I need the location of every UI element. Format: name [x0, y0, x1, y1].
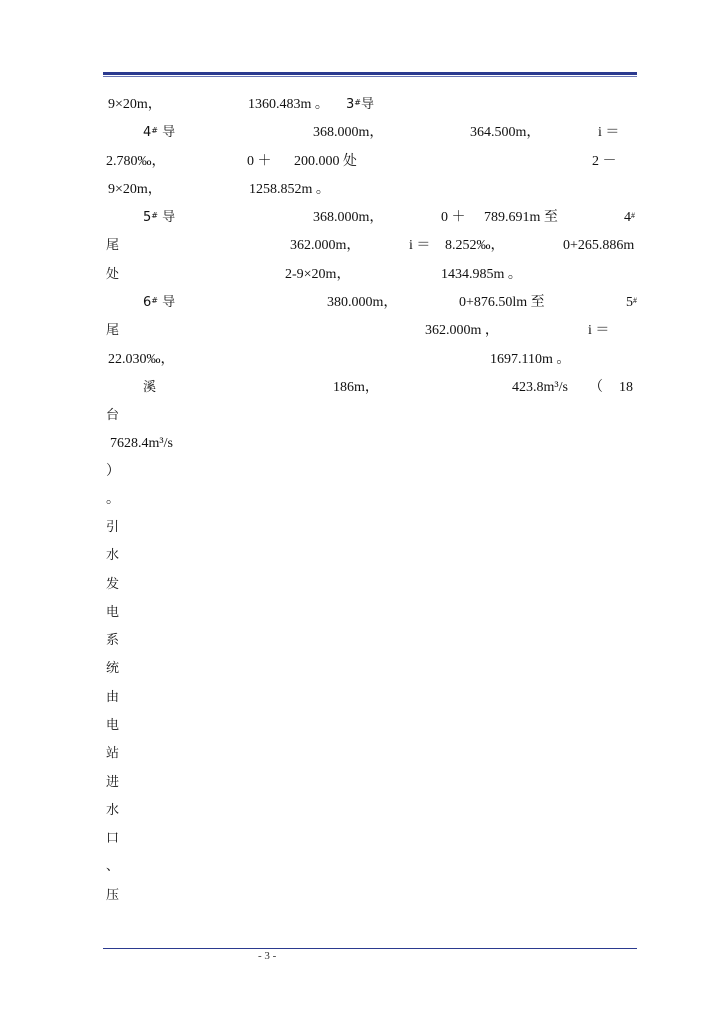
text-fragment: 站 [106, 746, 120, 761]
text-fragment: 423.8m³/s [512, 380, 568, 395]
text-fragment: 3#导 [346, 97, 374, 112]
text-fragment: i ＝ [588, 323, 610, 338]
text-fragment: 电 [106, 605, 120, 620]
text-fragment: 引 [106, 520, 120, 535]
text-fragment: 6# 导 [143, 295, 176, 310]
text-fragment: 186m， [333, 380, 379, 395]
page-number: - 3 - [258, 950, 277, 962]
text-fragment: 364.500m， [470, 125, 541, 140]
text-fragment: 7628.4m³/s [110, 436, 173, 451]
text-fragment: 1360.483m 。 [248, 97, 329, 112]
text-fragment: 368.000m， [313, 125, 384, 140]
text-fragment: 。 [106, 492, 120, 507]
text-fragment: 4# 导 [143, 125, 176, 140]
text-fragment: 2.780‰， [106, 154, 166, 169]
text-fragment: 水 [106, 548, 120, 563]
text-fragment: 处 [106, 267, 120, 282]
text-fragment: 1258.852m 。 [249, 182, 330, 197]
text-fragment: 4# [624, 210, 635, 225]
header-rule-thin [103, 76, 637, 77]
text-fragment: ） [106, 464, 120, 479]
text-fragment: 789.691m 至 [484, 210, 558, 225]
text-fragment: 9×20m， [108, 97, 162, 112]
text-fragment: 口 [106, 831, 120, 846]
text-fragment: 水 [106, 803, 120, 818]
text-fragment: 压 [106, 888, 120, 903]
text-fragment: 200.000 处 [294, 154, 357, 169]
text-fragment: 5# 导 [143, 210, 176, 225]
text-fragment: i ＝ [409, 238, 431, 253]
text-fragment: 、 [106, 859, 120, 874]
text-fragment: 溪 [143, 380, 157, 395]
text-fragment: 尾 [106, 323, 120, 338]
text-fragment: 380.000m， [327, 295, 398, 310]
text-fragment: 2 － [592, 154, 617, 169]
text-fragment: 2-9×20m， [285, 267, 351, 282]
text-fragment: 尾 [106, 238, 120, 253]
text-fragment: 电 [106, 718, 120, 733]
text-fragment: 362.000m ， [425, 323, 499, 338]
text-fragment: 9×20m， [108, 182, 162, 197]
header-rule [103, 72, 637, 75]
text-fragment: 0+876.50lm 至 [459, 295, 545, 310]
text-fragment: 统 [106, 661, 120, 676]
text-fragment: 由 [106, 690, 120, 705]
text-fragment: 系 [106, 633, 120, 648]
text-fragment: 362.000m， [290, 238, 361, 253]
text-fragment: （ [589, 380, 603, 395]
text-fragment: 0 ＋ [247, 154, 272, 169]
text-fragment: 进 [106, 775, 120, 790]
footer-rule [103, 948, 637, 949]
text-fragment: 0+265.886m [563, 238, 635, 253]
text-fragment: 18 [619, 380, 633, 395]
text-fragment: 8.252‰， [445, 238, 505, 253]
text-fragment: 台 [106, 408, 120, 423]
text-fragment: 发 [106, 577, 120, 592]
text-fragment: 0 ＋ [441, 210, 466, 225]
text-fragment: 5# [626, 295, 637, 310]
text-fragment: 1697.110m 。 [490, 352, 571, 367]
text-fragment: 1434.985m 。 [441, 267, 522, 282]
text-fragment: i ＝ [598, 125, 620, 140]
text-fragment: 368.000m， [313, 210, 384, 225]
text-fragment: 22.030‰， [108, 352, 175, 367]
